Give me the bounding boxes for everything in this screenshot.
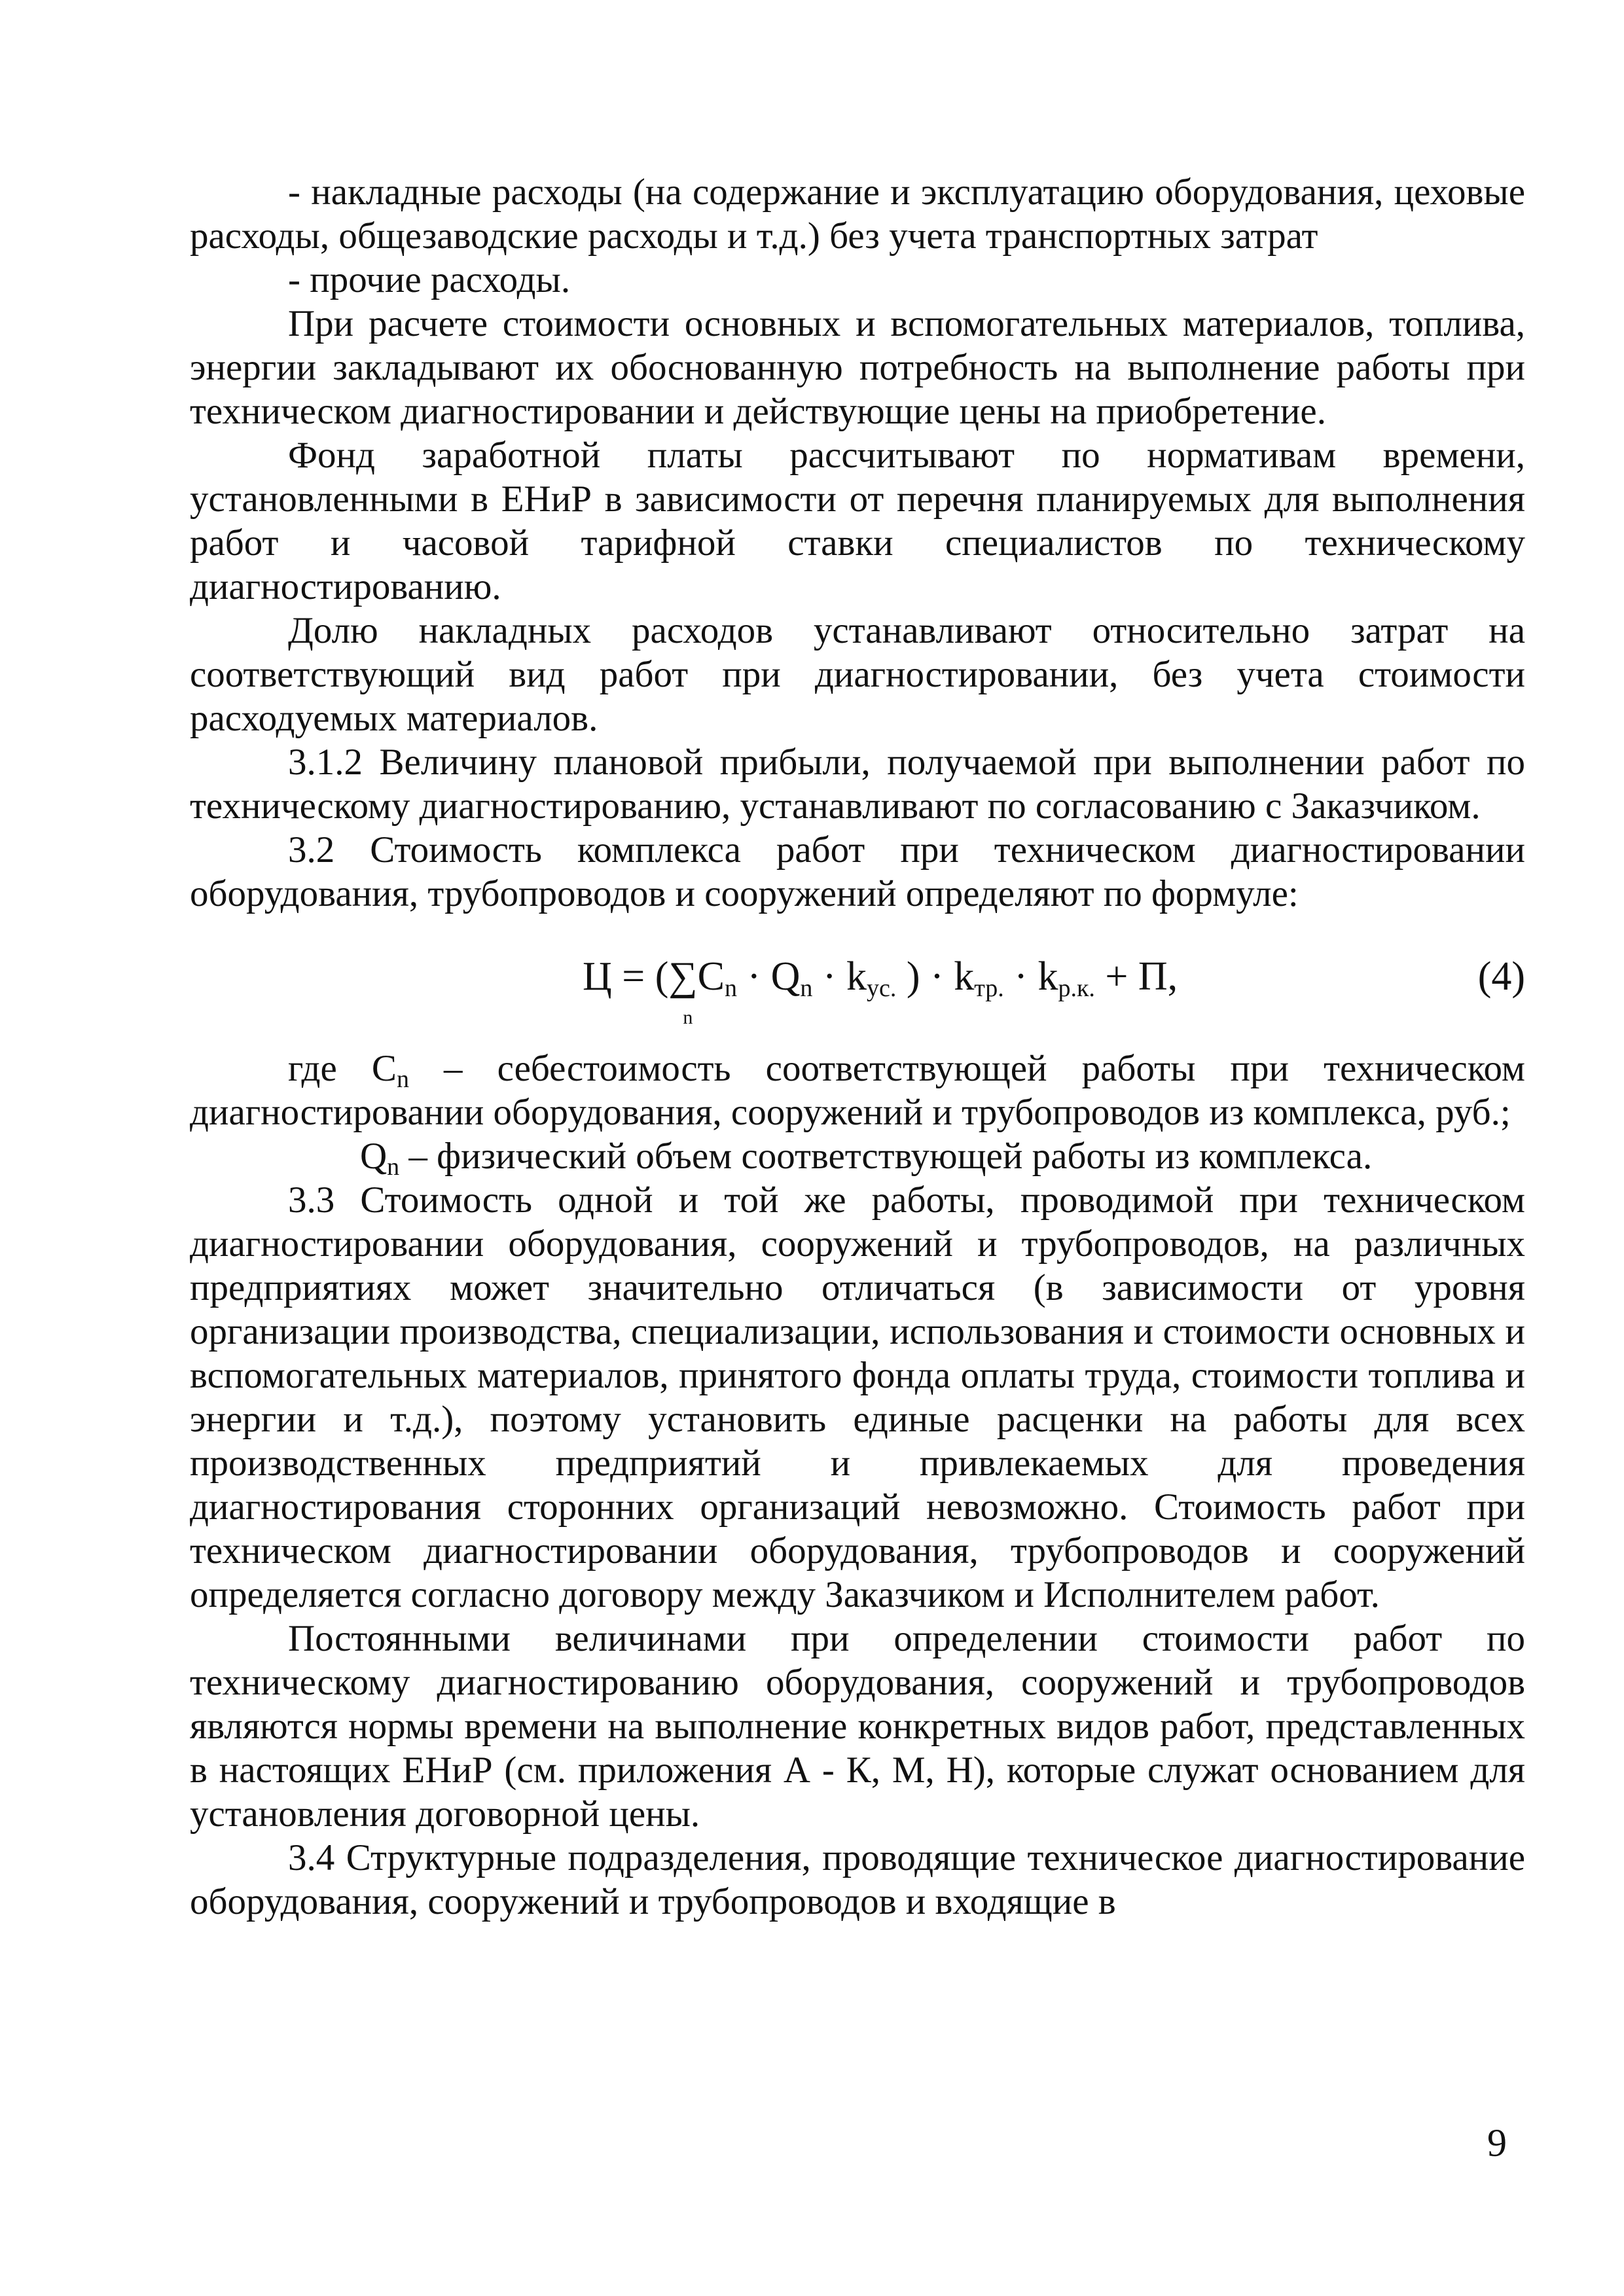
sum-symbol: ∑ n bbox=[668, 955, 697, 999]
paragraph-3-2: 3.2 Стоимость комплекса работ при техническом диагностировании оборудования, трубопроводов и сооружений определяют по формуле: bbox=[190, 829, 1525, 914]
paragraph-overhead-share: Долю накладных расходов устанавливают относительно затрат на соответствующий вид работ при диагностировании, без учета стоимости расходуемых материалов. bbox=[190, 610, 1525, 739]
paragraph-other-expenses: - прочие расходы. bbox=[288, 259, 571, 300]
where-cn: где $C_n$ – себестоимость соответствующей работы при техническом диагностировании оборудования, сооружений и трубопроводов из комплекса, руб.; bbox=[190, 1048, 1525, 1133]
paragraph-wage-fund: Фонд заработной платы рассчитывают по нормативам времени, установленными в ЕНиР в зависимости от перечня планируемых для выполнения работ и часовой тарифной ставки специалистов по техническому диагностированию. bbox=[190, 435, 1525, 607]
paragraph-3-1-2: 3.1.2 Величину плановой прибыли, получаемой при выполнении работ по техническому диагностированию, устанавливают по согласованию с Заказчиком. bbox=[190, 742, 1525, 827]
paragraph-constants: Постоянными величинами при определении стоимости работ по техническому диагностированию оборудования, сооружений и трубопроводов являются нормы времени на выполнение конкретных видов работ, представленных в настоящих ЕНиР (см. приложения А - К, М, Н), которые служат основанием для установления договорной цены. bbox=[190, 1618, 1525, 1835]
where-qn: $Q_n$ – физический объем соответствующей работы из комплекса. bbox=[360, 1136, 1373, 1181]
paragraph-3-4: 3.4 Структурные подразделения, проводящие техническое диагностирование оборудования, сооружений и трубопроводов и входящие в bbox=[190, 1837, 1525, 1922]
document-page bbox=[190, 170, 1525, 1924]
formula-expression: Ц = (∑ n $C_n \cdot Q_n \cdot k_{ус.}$ ) · $k_{тр.} \cdot k_{р.к.} + П$, bbox=[583, 955, 1178, 999]
page-number: 9 bbox=[1487, 2121, 1507, 2164]
paragraph-3-3: 3.3 Стоимость одной и той же работы, проводимой при техническом диагностировании оборудования, сооружений и трубопроводов, на различных предприятиях может значительно отличаться (в зависимости от уровня организации производства, специализации, использования и стоимости основных и вспомогательных материалов, принятого фонда оплаты труда, стоимости топлива и энергии и т.д.), поэтому установить единые расценки на работы для всех производственных предприятий и привлекаемых для проведения диагностирования сторонних организаций невозможно. Стоимость работ при техническом диагностировании оборудования, трубопроводов и сооружений определяется согласно договору между Заказчиком и Исполнителем работ. bbox=[190, 1179, 1525, 1615]
formula-number: (4) bbox=[1477, 954, 1525, 999]
formula-4 bbox=[190, 955, 1525, 1040]
paragraph-overhead: - накладные расходы (на содержание и эксплуатацию оборудования, цеховые расходы, общезаводские расходы и т.д.) без учета транспортных затрат bbox=[190, 171, 1525, 257]
paragraph-materials: При расчете стоимости основных и вспомогательных материалов, топлива, энергии закладывают их обоснованную потребность на выполнение работы при техническом диагностировании и действующие цены на приобретение. bbox=[190, 303, 1525, 432]
sum-index: n bbox=[683, 1007, 693, 1028]
